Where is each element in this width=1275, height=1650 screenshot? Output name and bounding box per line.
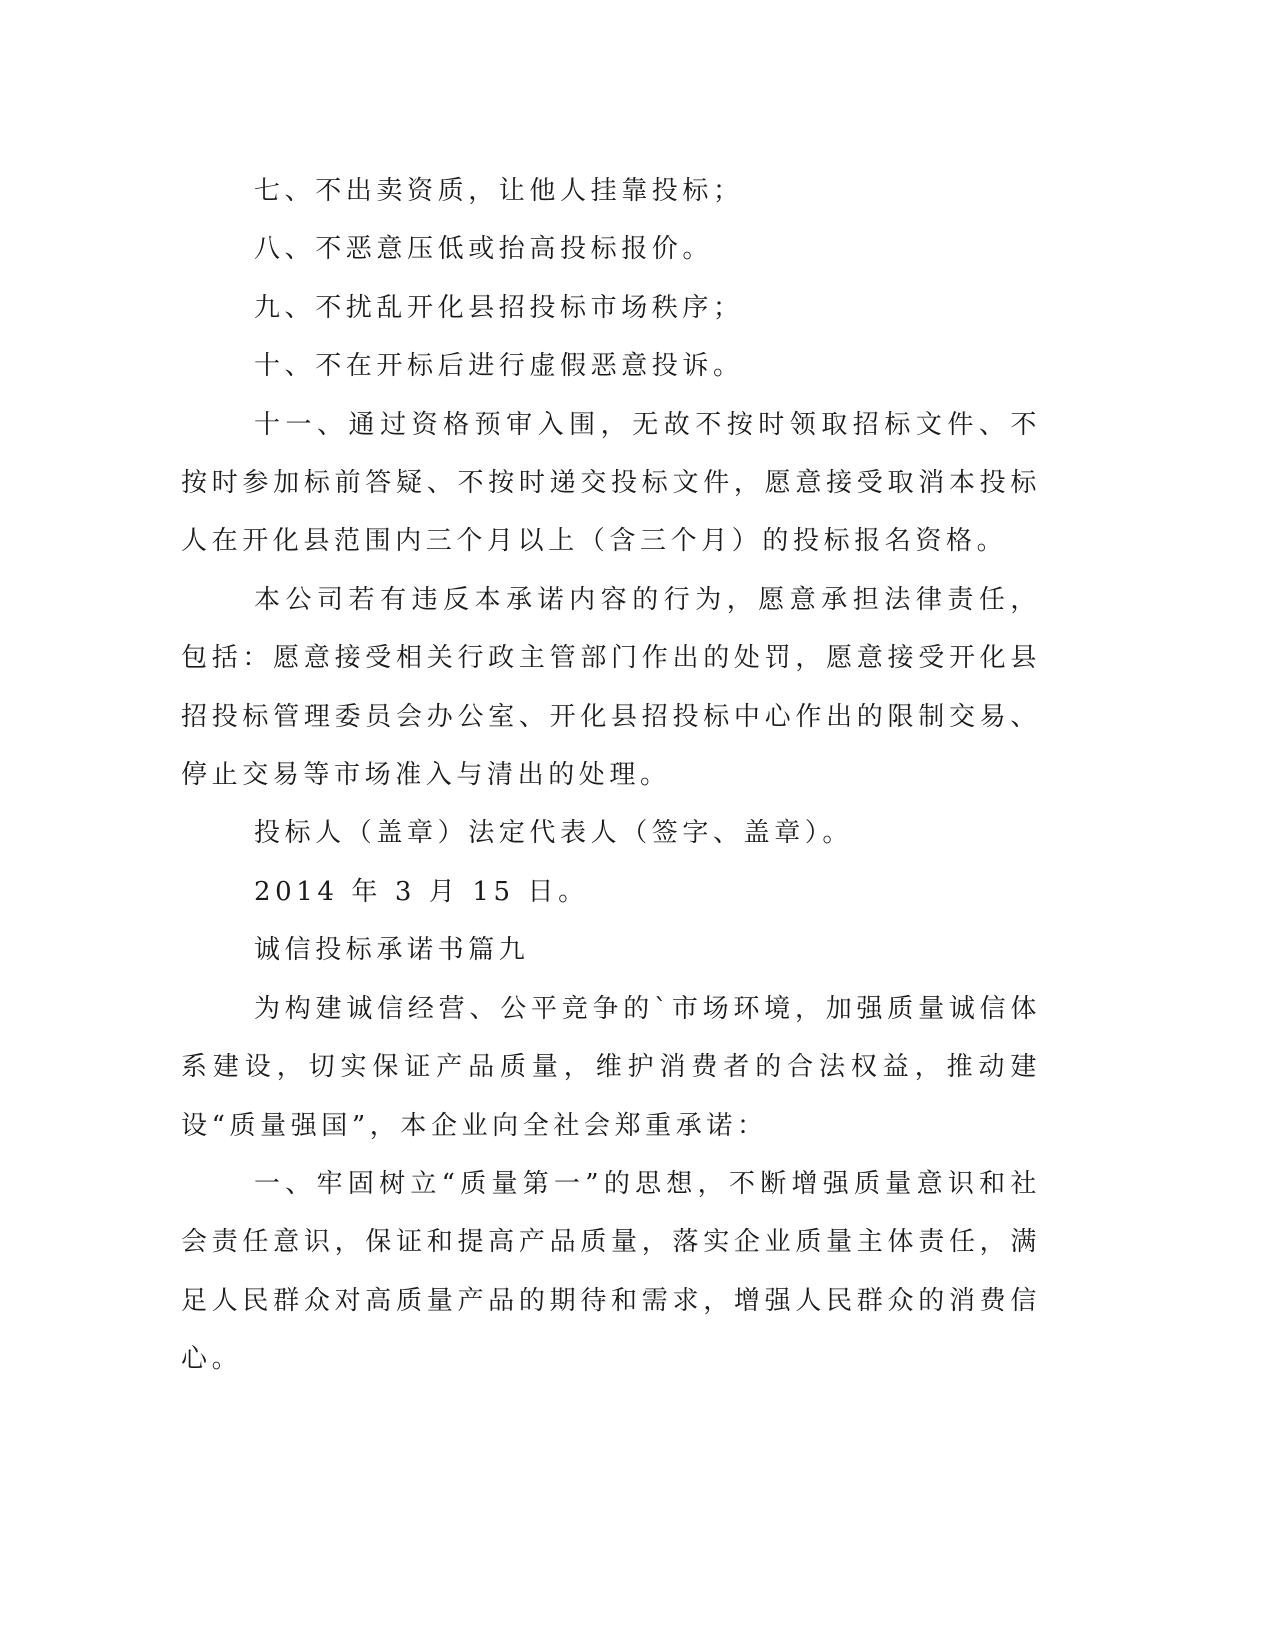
clause-8: 八、不恶意压低或抬高投标报价。 [254, 234, 714, 265]
clause-9: 九、不扰乱开化县招投标市场秩序； [254, 292, 744, 323]
clause-10: 十、不在开标后进行虚假恶意投诉。 [254, 351, 744, 382]
clause-7: 七、不出卖资质，让他人挂靠投标； [254, 176, 744, 206]
commitment-1: 一、牢固树立“质量第一”的思想，不断增强质量意识和社会责任意识，保证和提高产品质量，落实企业质量主体责任，满足人民群众对高质量产品的期待和需求，增强人民群众的消费信心。 [181, 1168, 1041, 1375]
date-line: 2014 年 3 月 15 日。 [254, 876, 589, 907]
section-heading: 诚信投标承诺书篇九 [254, 935, 530, 966]
intro-paragraph: 为构建诚信经营、公平竞争的`市场环境，加强质量诚信体系建设，切实保证产品质量，维护消费者的合法权益，推动建设“质量强国”，本企业向全社会郑重承诺： [181, 993, 1041, 1141]
clause-11: 十一、通过资格预审入围，无故不按时领取招标文件、不按时参加标前答疑、不按时递交投标文件，愿意接受取消本投标人在开化县范围内三个月以上（含三个月）的投标报名资格。 [181, 409, 1041, 557]
liability-paragraph: 本公司若有违反本承诺内容的行为，愿意承担法律责任，包括：愿意接受相关行政主管部门作出的处罚，愿意接受开化县招投标管理委员会办公室、开化县招投标中心作出的限制交易、停止交易等市场准入与清出的处理。 [181, 584, 1041, 791]
document-body [181, 162, 1041, 1389]
signature-line: 投标人（盖章）法定代表人（签字、盖章）。 [254, 818, 854, 849]
